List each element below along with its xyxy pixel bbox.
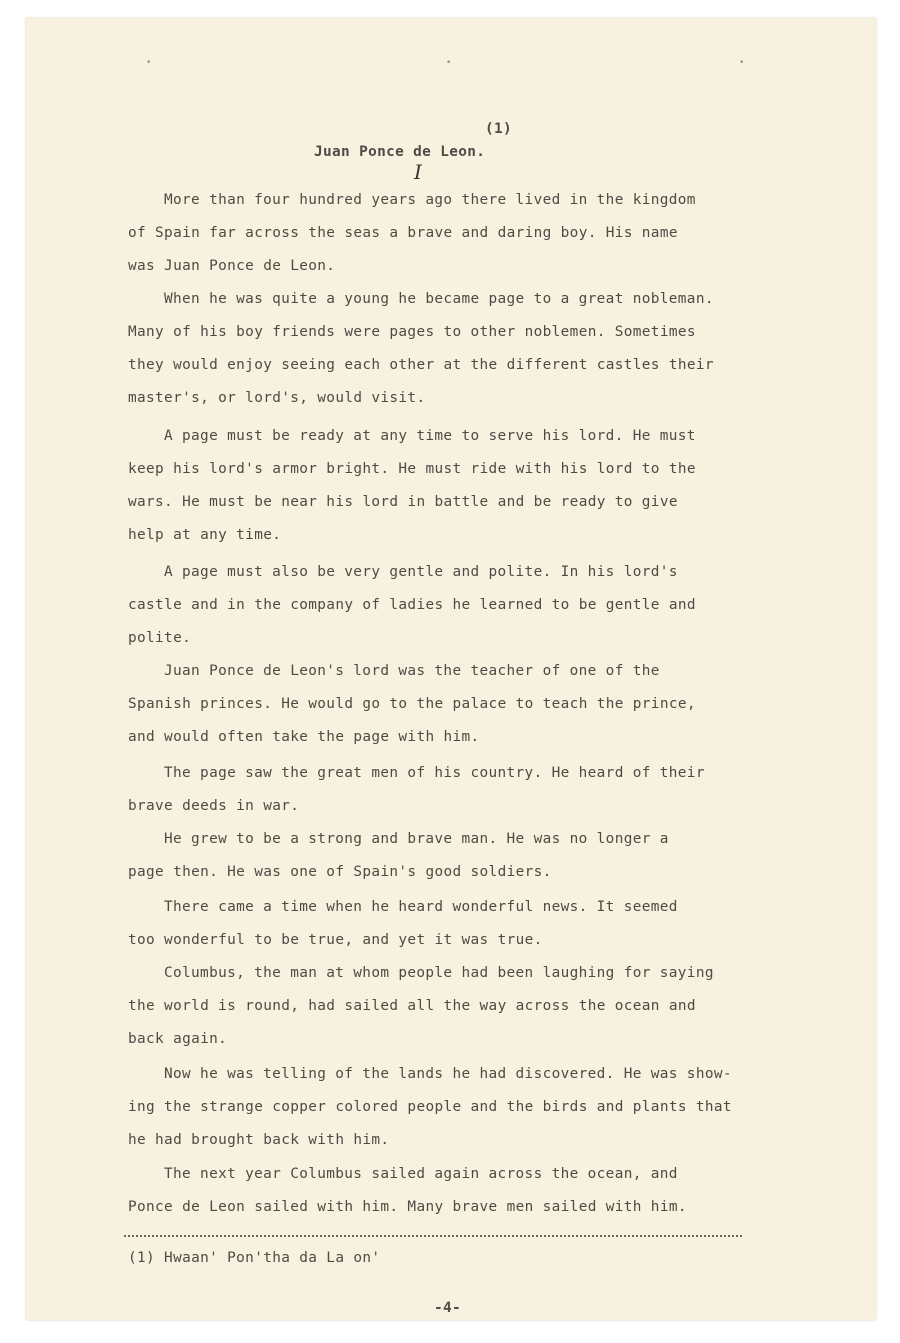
text-line: keep his lord's armor bright. He must ride with his lord to the (128, 461, 696, 477)
text-line: the world is round, had sailed all the way across the ocean and (128, 998, 696, 1014)
chapter-numeral: I (414, 160, 422, 184)
text-line: of Spain far across the seas a brave and daring boy. His name (128, 225, 678, 241)
text-line: When he was quite a young he became page to a great nobleman. (164, 291, 714, 307)
text-line: He grew to be a strong and brave man. He was no longer a (164, 831, 669, 847)
text-line: Ponce de Leon sailed with him. Many brave men sailed with him. (128, 1199, 687, 1215)
footnote-divider (124, 1235, 742, 1237)
text-line: polite. (128, 630, 192, 646)
text-line: page then. He was one of Spain's good soldiers. (128, 864, 552, 880)
text-line: and would often take the page with him. (128, 729, 480, 745)
title-footnote-marker: (1) (485, 121, 513, 137)
text-line: was Juan Ponce de Leon. (128, 258, 336, 274)
text-line: brave deeds in war. (128, 798, 300, 814)
text-line: they would enjoy seeing each other at the different castles their (128, 357, 714, 373)
pin-hole-mark: • (446, 58, 452, 68)
text-line: help at any time. (128, 527, 282, 543)
text-line: Columbus, the man at whom people had been laughing for saying (164, 965, 714, 981)
text-line: Now he was telling of the lands he had discovered. He was show- (164, 1066, 732, 1082)
pronunciation-footnote: (1) Hwaan' Pon'tha da La on' (128, 1250, 381, 1266)
text-line: The next year Columbus sailed again across the ocean, and (164, 1166, 678, 1182)
page-number: -4- (434, 1300, 462, 1316)
text-line: There came a time when he heard wonderful news. It seemed (164, 899, 678, 915)
text-line: too wonderful to be true, and yet it was true. (128, 932, 543, 948)
text-line: More than four hundred years ago there lived in the kingdom (164, 192, 696, 208)
text-line: Spanish princes. He would go to the palace to teach the prince, (128, 696, 696, 712)
text-line: wars. He must be near his lord in battle and be ready to give (128, 494, 678, 510)
text-line: A page must also be very gentle and polite. In his lord's (164, 564, 678, 580)
text-line: Juan Ponce de Leon's lord was the teacher of one of the (164, 663, 660, 679)
text-line: Many of his boy friends were pages to other noblemen. Sometimes (128, 324, 696, 340)
pin-hole-mark: • (739, 58, 745, 68)
pin-hole-mark: • (146, 58, 152, 68)
text-line: The page saw the great men of his country. He heard of their (164, 765, 705, 781)
text-line: A page must be ready at any time to serve his lord. He must (164, 428, 696, 444)
text-line: back again. (128, 1031, 228, 1047)
text-line: castle and in the company of ladies he learned to be gentle and (128, 597, 696, 613)
text-line: master's, or lord's, would visit. (128, 390, 426, 406)
page-title: Juan Ponce de Leon. (314, 144, 486, 160)
text-line: he had brought back with him. (128, 1132, 390, 1148)
text-line: ing the strange copper colored people and the birds and plants that (128, 1099, 732, 1115)
